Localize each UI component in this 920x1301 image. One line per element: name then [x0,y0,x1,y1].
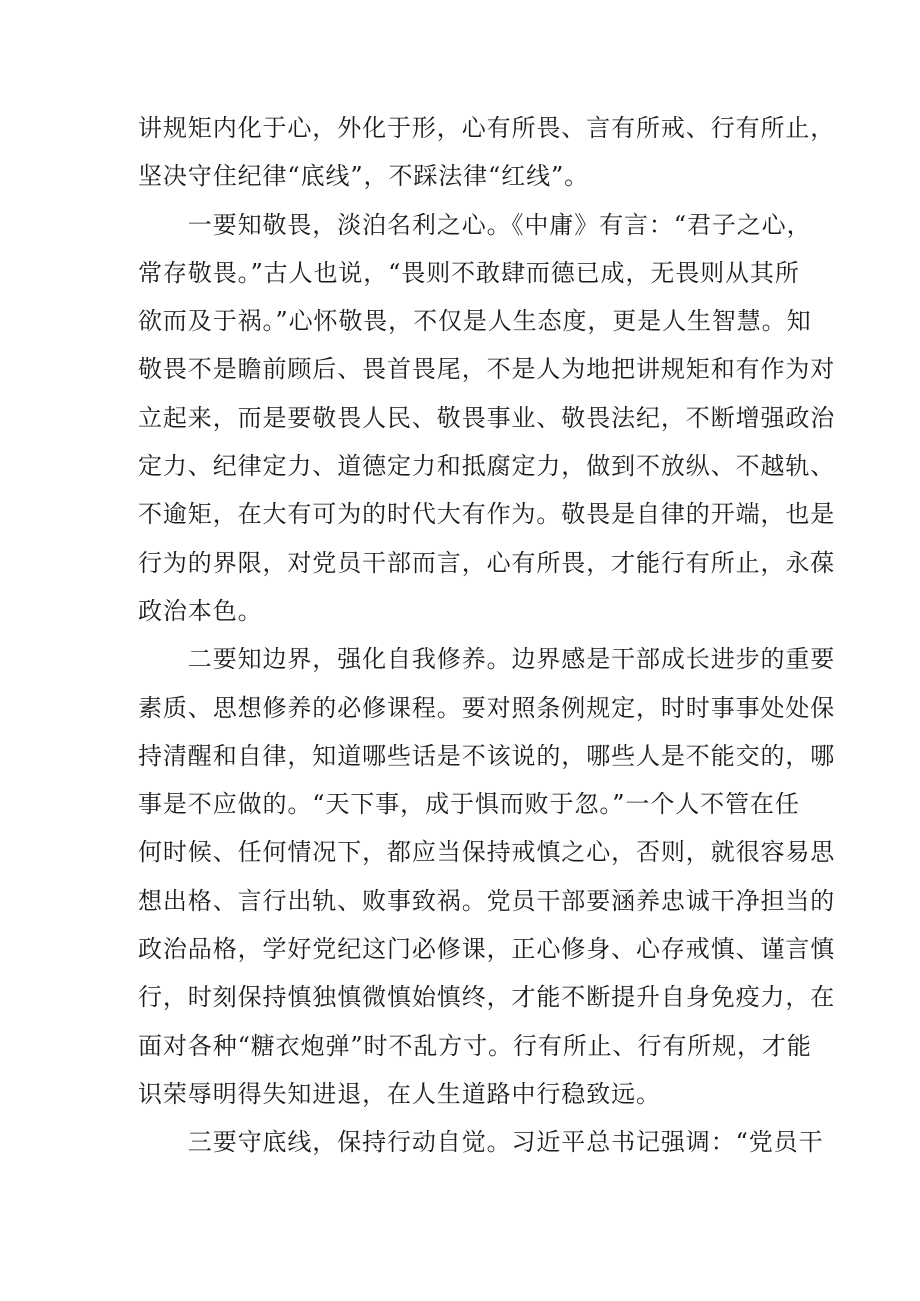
text-line: 识荣辱明得失知进退，在人生道路中行稳致远。 [138,1079,661,1108]
paragraph-3-start: 三要守底线，保持行动自觉。习近平总书记强调：“党员干 [138,1128,824,1157]
text-line: 欲而及于祸。”心怀敬畏，不仅是人生态度，更是人生智慧。知 [138,307,812,336]
text-line: 政治本色。 [138,596,263,625]
document-body [138,104,836,1167]
text-line: 持清醒和自律，知道哪些话是不该说的，哪些人是不能交的，哪 [138,741,836,770]
text-line: 讲规矩内化于心，外化于形，心有所畏、言有所戒、行有所止， [138,114,836,142]
text-line: 定力、纪律定力、道德定力和抵腐定力，做到不放纵、不越轨、 [138,452,836,481]
paragraph-1-start: 一要知敬畏，淡泊名利之心。《中庸》有言：“君子之心， [138,210,812,239]
text-line: 行，时刻保持慎独慎微慎始慎终，才能不断提升自身免疫力，在 [138,983,836,1012]
text-line: 不逾矩，在大有可为的时代大有作为。敬畏是自律的开端，也是 [138,500,836,529]
text-line: 坚决守住纪律“底线”，不踩法律“红线”。 [138,162,590,191]
text-line: 素质、思想修养的必修课程。要对照条例规定，时时事事处处保 [138,693,836,722]
text-line: 面对各种“糖衣炮弹”时不乱方寸。行有所止、行有所规，才能 [138,1031,812,1060]
text-line: 事是不应做的。“天下事，成于惧而败于忽。”一个人不管在任 [138,790,800,819]
text-line: 敬畏不是瞻前顾后、畏首畏尾，不是人为地把讲规矩和有作为对 [138,355,836,384]
text-line: 何时候、任何情况下，都应当保持戒慎之心，否则，就很容易思 [138,838,836,867]
text-line: 常存敬畏。”古人也说，“畏则不敢肆而德已成，无畏则从其所 [138,258,800,287]
paragraph-2-start: 二要知边界，强化自我修养。边界感是干部成长进步的重要 [138,645,836,674]
text-line: 想出格、言行出轨、败事致祸。党员干部要涵养忠诚干净担当的 [138,886,836,915]
text-line: 行为的界限，对党员干部而言，心有所畏，才能行有所止，永葆 [138,548,836,577]
text-line: 政治品格，学好党纪这门必修课，正心修身、心存戒慎、谨言慎 [138,935,836,964]
text-line: 立起来，而是要敬畏人民、敬畏事业、敬畏法纪，不断增强政治 [138,403,836,432]
